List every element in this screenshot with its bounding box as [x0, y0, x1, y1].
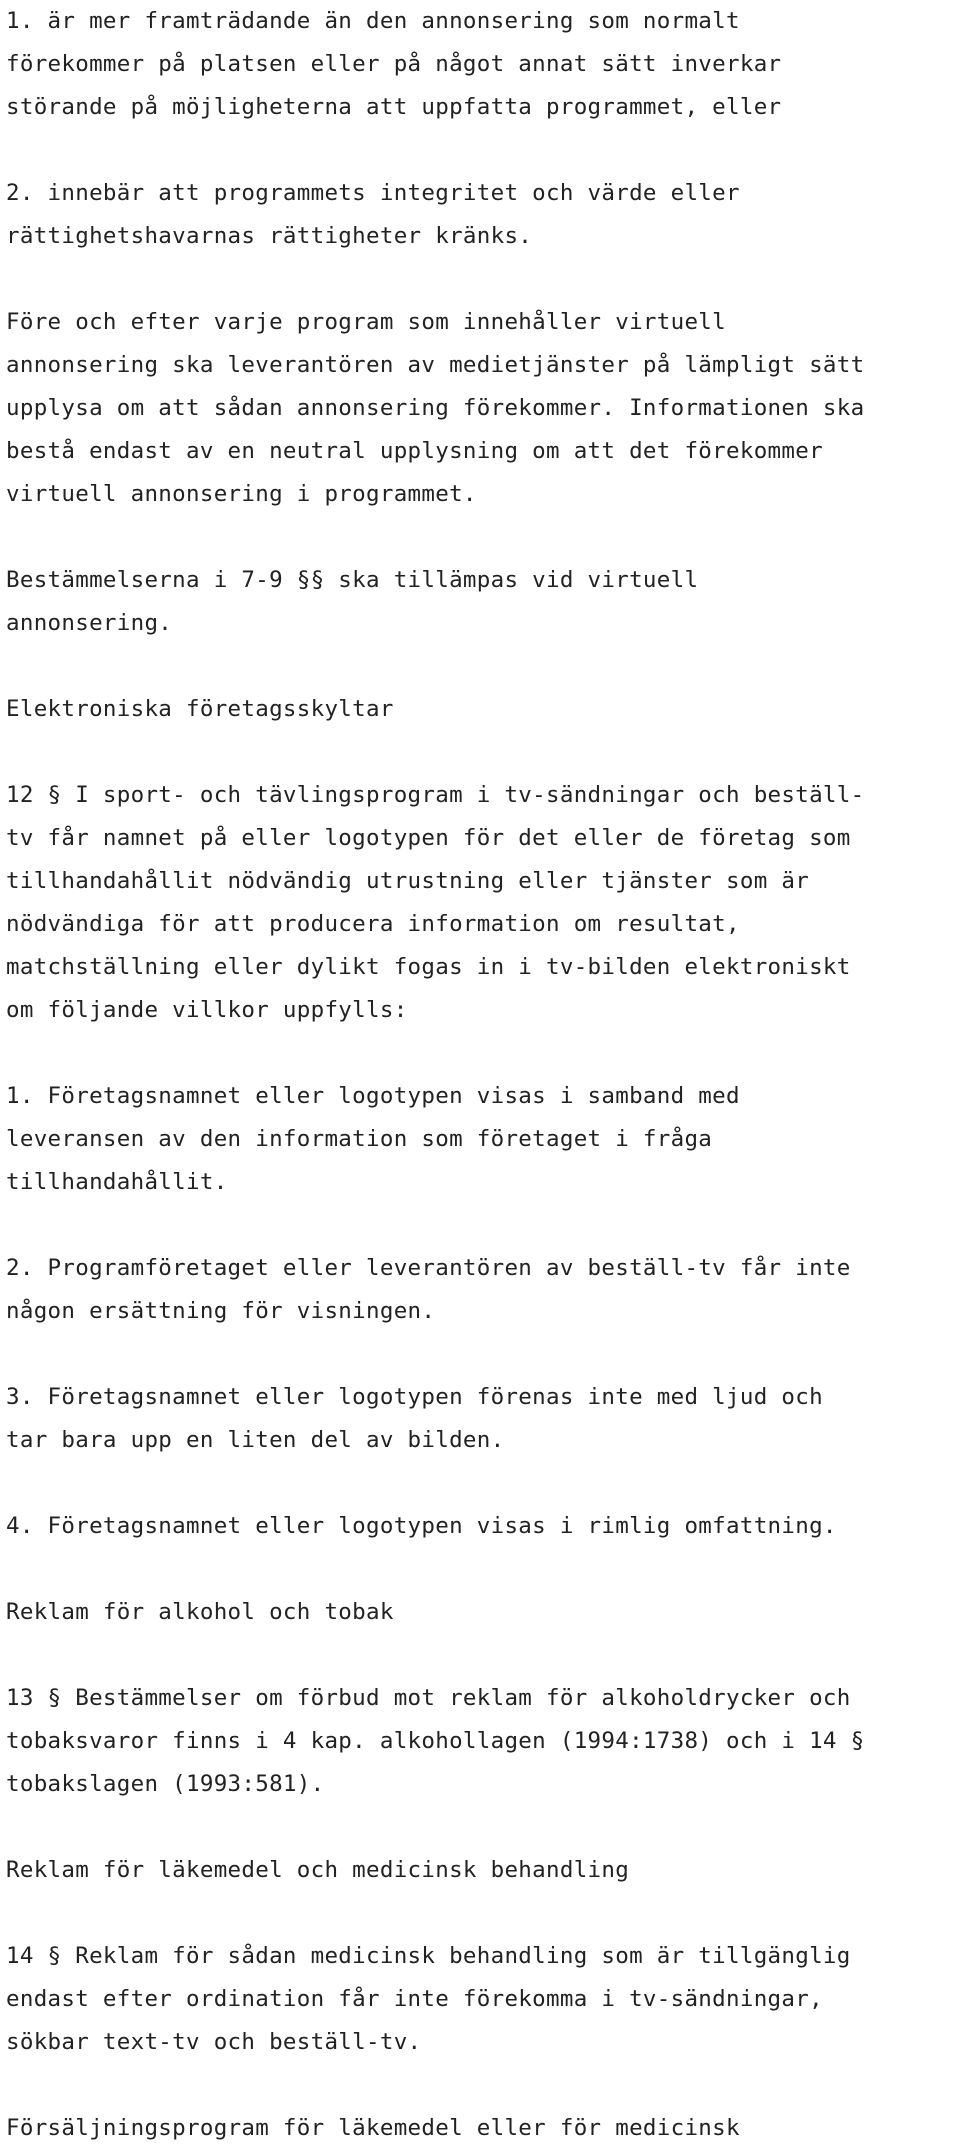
paragraph-section-13: 13 § Bestämmelser om förbud mot reklam för alkoholdrycker och tobaksvaror finns i 4 kap. alkohollagen (1994:1738) och i 14 § tobakslagen (1993:581). — [6, 1685, 865, 1797]
condition-item-1: 1. Företagsnamnet eller logotypen visas i samband med leveransen av den information som företaget i fråga tillhandahållit. — [6, 1083, 740, 1195]
section-heading-alcohol-tobacco: Reklam för alkohol och tobak — [6, 1599, 394, 1625]
list-item-2: 2. innebär att programmets integritet och värde eller rättighetshavarnas rättigheter kränks. — [6, 180, 740, 249]
paragraph-provisions-reference: Bestämmelserna i 7-9 §§ ska tillämpas vid virtuell annonsering. — [6, 567, 699, 636]
condition-item-2: 2. Programföretaget eller leverantören av beställ-tv får inte någon ersättning för visningen. — [6, 1255, 851, 1324]
section-heading-medicines: Reklam för läkemedel och medicinsk behandling — [6, 1857, 630, 1883]
paragraph-section-12: 12 § I sport- och tävlingsprogram i tv-sändningar och beställ- tv får namnet på eller logotypen för det eller de företag som tillhandahållit nödvändig utrustning eller tjänster som är nödvändiga för att producera information om resultat, matchställning eller dylikt fogas in i tv-bilden elektroniskt om följande villkor uppfylls: — [6, 782, 865, 1023]
section-heading-electronic-signs: Elektroniska företagsskyltar — [6, 696, 394, 722]
paragraph-virtual-advertising-notice: Före och efter varje program som innehåller virtuell annonsering ska leverantören av medietjänster på lämpligt sätt upplysa om att sådan annonsering förekommer. Informationen ska bestå endast av en neutral upplysning om att det förekommer virtuell annonsering i programmet. — [6, 309, 865, 507]
document-body — [6, 0, 956, 2150]
condition-item-4: 4. Företagsnamnet eller logotypen visas i rimlig omfattning. — [6, 1513, 837, 1539]
condition-item-3: 3. Företagsnamnet eller logotypen förenas inte med ljud och tar bara upp en liten del av bilden. — [6, 1384, 823, 1453]
paragraph-section-14: 14 § Reklam för sådan medicinsk behandling som är tillgänglig endast efter ordination får inte förekomma i tv-sändningar, sökbar text-tv och beställ-tv. — [6, 1943, 851, 2055]
section-heading-sales-programs: Försäljningsprogram för läkemedel eller för medicinsk — [6, 2115, 740, 2141]
list-item-1: 1. är mer framträdande än den annonsering som normalt förekommer på platsen eller på något annat sätt inverkar störande på möjligheterna att uppfatta programmet, eller — [6, 8, 782, 120]
